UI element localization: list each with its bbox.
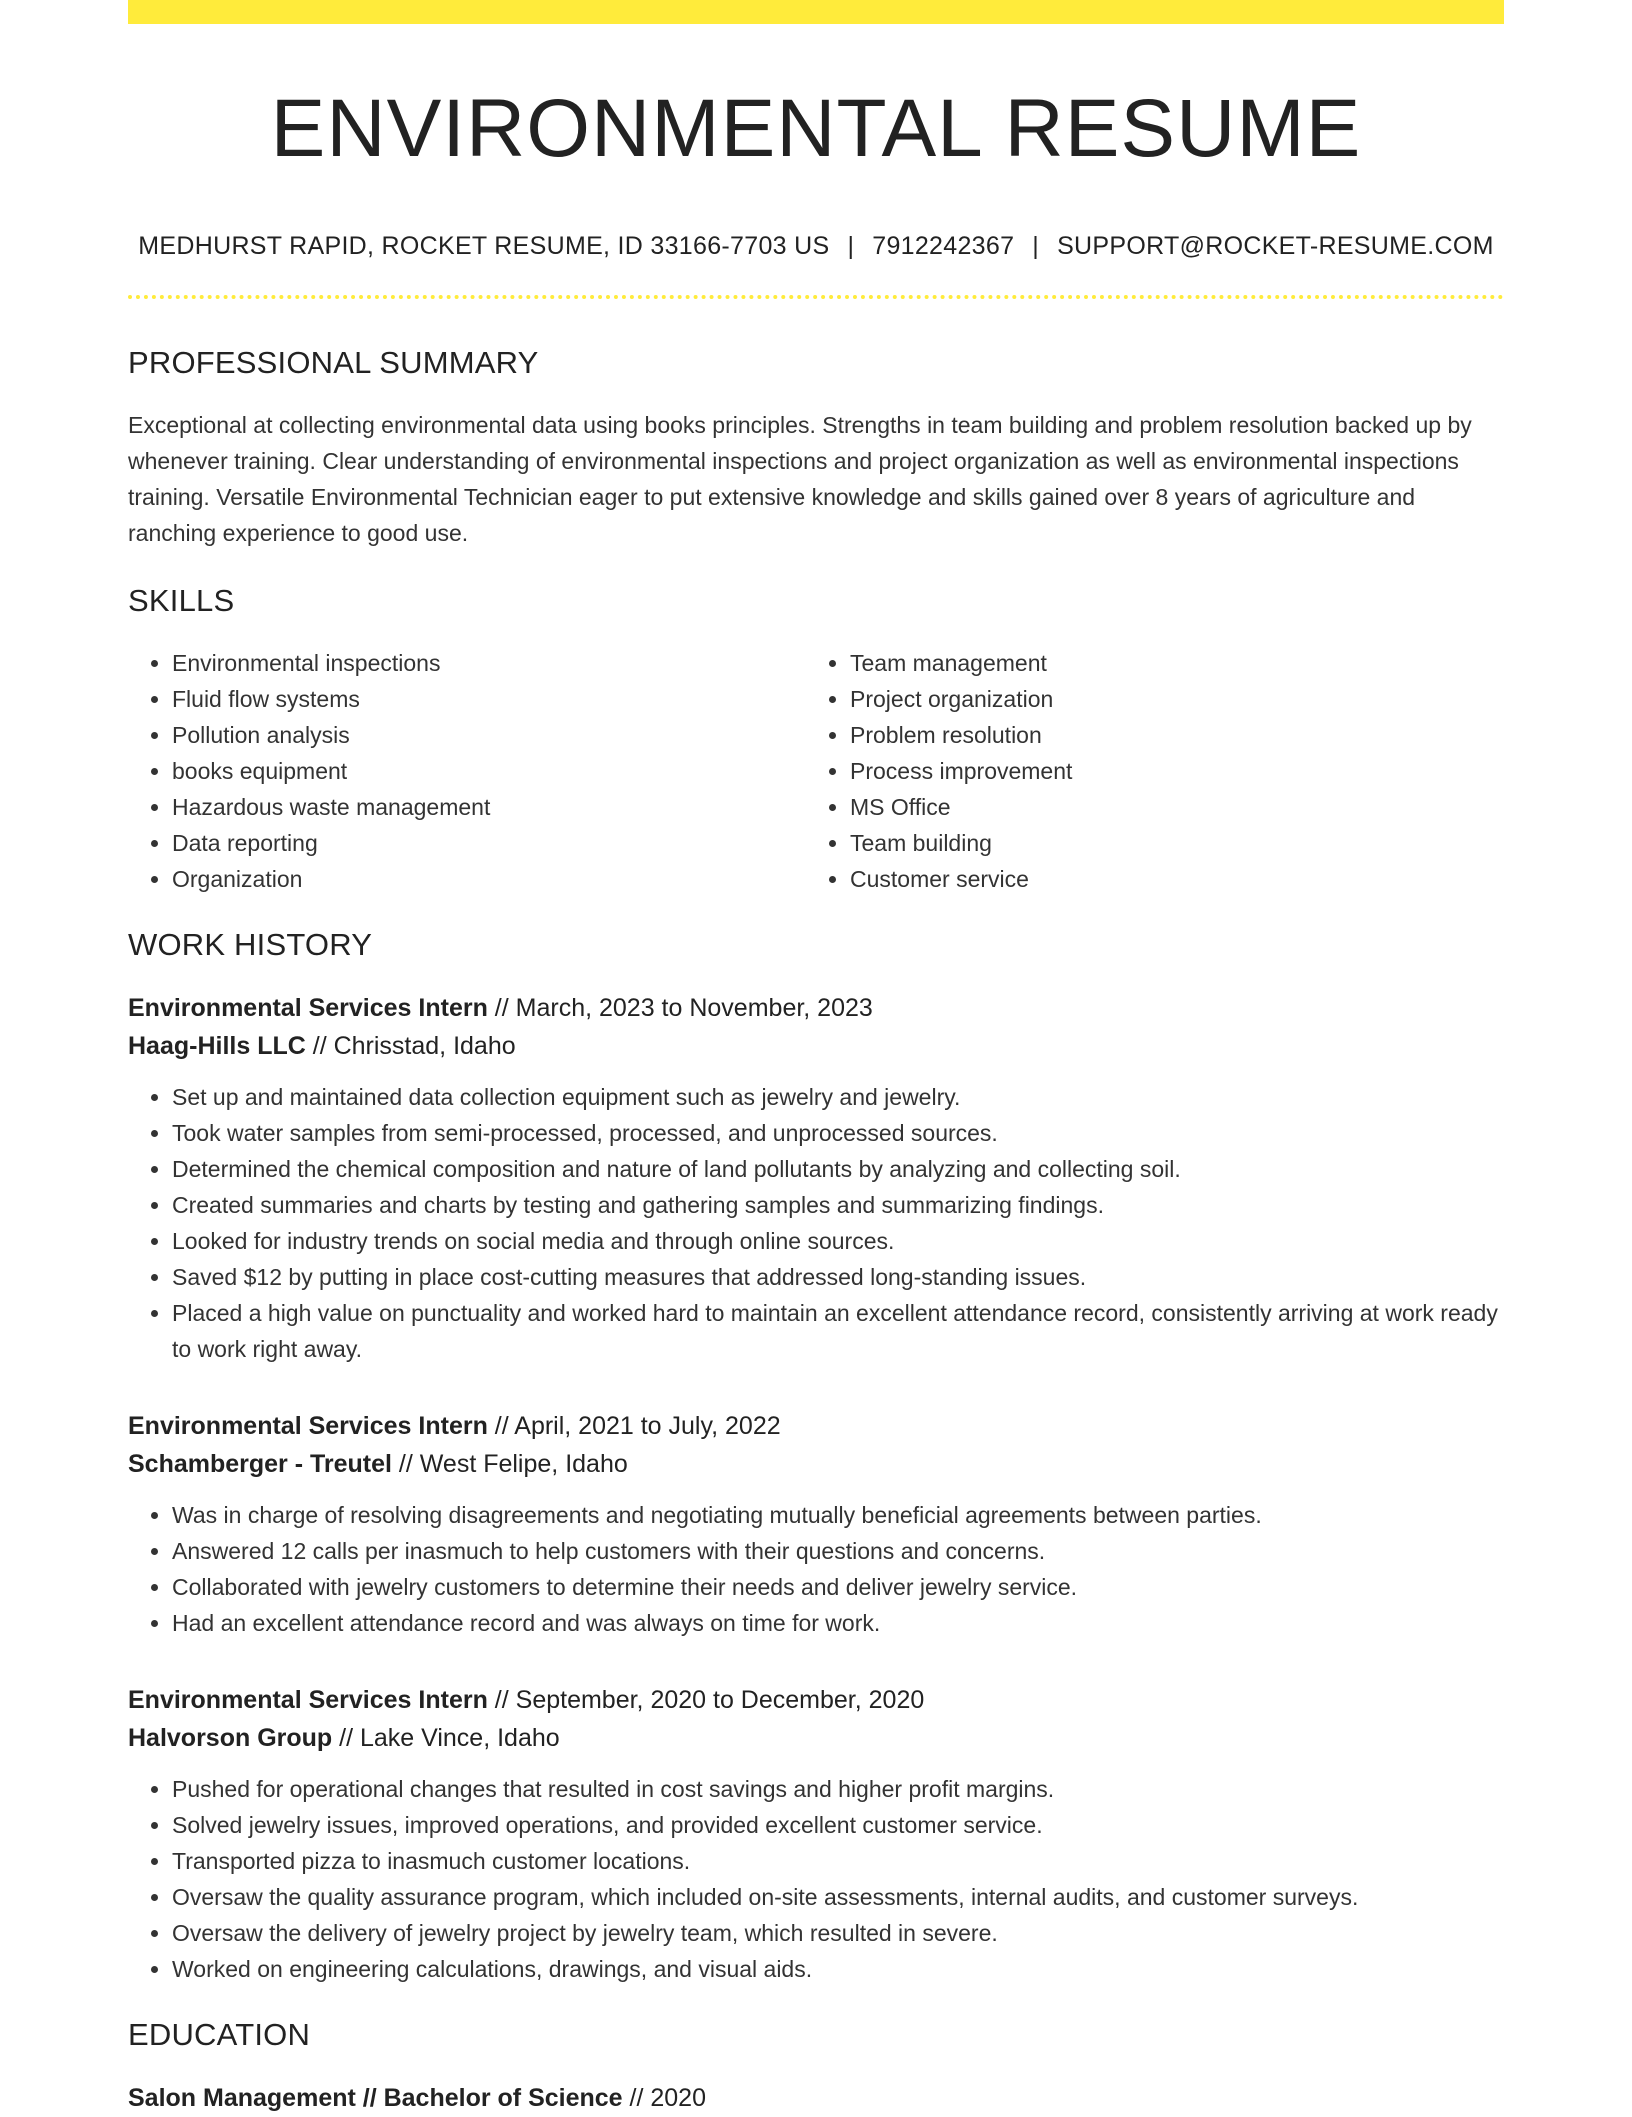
job-location: // West Felipe, Idaho <box>391 1450 628 1479</box>
skill-item: • Hazardous waste management <box>172 789 806 825</box>
skills-columns <box>128 645 1504 897</box>
job-entry <box>128 1681 1504 1987</box>
resume-page <box>128 0 1504 2117</box>
work-history-heading: WORK HISTORY <box>128 927 373 963</box>
skill-item: • Team management <box>850 645 1484 681</box>
skill-item: • Fluid flow systems <box>172 681 806 717</box>
education-year: // 2020 <box>622 2084 706 2113</box>
job-bullet: • Was in charge of resolving disagreements and negotiating mutually beneficial agreements between parties. <box>172 1497 1504 1533</box>
job-bullet: • Created summaries and charts by testing and gathering samples and summarizing findings. <box>172 1187 1504 1223</box>
accent-top-bar <box>128 0 1504 24</box>
job-bullet: • Pushed for operational changes that resulted in cost savings and higher profit margins. <box>172 1771 1504 1807</box>
job-title-line <box>128 989 1504 1027</box>
job-bullet: • Saved $12 by putting in place cost-cutting measures that addressed long-standing issues. <box>172 1259 1504 1295</box>
skill-item: • Problem resolution <box>850 717 1484 753</box>
job-title-line <box>128 1407 1504 1445</box>
contact-email: SUPPORT@ROCKET-RESUME.COM <box>1057 232 1494 261</box>
skill-item: • Environmental inspections <box>172 645 806 681</box>
job-entry <box>128 1407 1504 1641</box>
skill-item: • Team building <box>850 825 1484 861</box>
summary-section <box>128 345 1504 551</box>
skills-section <box>128 583 1504 897</box>
job-location: // Chrisstad, Idaho <box>305 1032 516 1061</box>
job-company: Halvorson Group <box>128 1724 333 1753</box>
contact-address: MEDHURST RAPID, ROCKET RESUME, ID 33166-7703 US <box>138 232 830 261</box>
job-company: Haag-Hills LLC <box>128 1032 306 1061</box>
job-location: // Lake Vince, Idaho <box>332 1724 560 1753</box>
job-bullet: • Solved jewelry issues, improved operations, and provided excellent customer service. <box>172 1807 1504 1843</box>
job-bullet: • Oversaw the quality assurance program, which included on-site assessments, internal audits, and customer surveys. <box>172 1879 1504 1915</box>
job-dates: // September, 2020 to December, 2020 <box>487 1686 925 1715</box>
contact-separator: | <box>847 232 855 261</box>
job-company-line <box>128 1719 1504 1757</box>
job-title: Environmental Services Intern <box>128 1686 488 1715</box>
job-bullet: • Set up and maintained data collection equipment such as jewelry and jewelry. <box>172 1079 1504 1115</box>
resume-title: ENVIRONMENTAL RESUME <box>270 83 1362 174</box>
contact-separator: | <box>1032 232 1040 261</box>
job-bullets <box>128 1771 1504 1987</box>
skill-item: • Project organization <box>850 681 1484 717</box>
job-bullet: • Had an excellent attendance record and was always on time for work. <box>172 1605 1504 1641</box>
job-title-line <box>128 1681 1504 1719</box>
job-entry <box>128 989 1504 1367</box>
job-title: Environmental Services Intern <box>128 994 488 1023</box>
job-dates: // March, 2023 to November, 2023 <box>487 994 873 1023</box>
job-bullet: • Transported pizza to inasmuch customer locations. <box>172 1843 1504 1879</box>
education-section <box>128 2017 1504 2117</box>
job-bullet: • Took water samples from semi-processed, processed, and unprocessed sources. <box>172 1115 1504 1151</box>
dotted-divider <box>128 295 1504 299</box>
summary-text: Exceptional at collecting environmental data using books principles. Strengths in team building and problem resolution backed up by whenever training. Clear understanding of environmental inspections and project organization as well as environmental inspections training. Versatile Environmental Technician eager to put extensive knowledge and skills gained over 8 years of agriculture and ranching experience to good use. <box>128 412 1472 547</box>
education-entry <box>128 2079 1504 2117</box>
job-bullet: • Worked on engineering calculations, drawings, and visual aids. <box>172 1951 1504 1987</box>
summary-heading: PROFESSIONAL SUMMARY <box>128 345 539 381</box>
job-dates: // April, 2021 to July, 2022 <box>487 1412 781 1441</box>
skill-item: • Pollution analysis <box>172 717 806 753</box>
education-degree: Salon Management // Bachelor of Science <box>128 2084 623 2113</box>
skill-item: • Data reporting <box>172 825 806 861</box>
skill-item: • Customer service <box>850 861 1484 897</box>
job-bullets <box>128 1497 1504 1641</box>
job-company-line <box>128 1027 1504 1065</box>
skill-item: • books equipment <box>172 753 806 789</box>
job-bullet: • Oversaw the delivery of jewelry project by jewelry team, which resulted in severe. <box>172 1915 1504 1951</box>
skills-left-list <box>128 645 806 897</box>
job-company: Schamberger - Treutel <box>128 1450 392 1479</box>
skill-item: • Organization <box>172 861 806 897</box>
contact-phone: 7912242367 <box>872 232 1015 261</box>
job-bullet: • Looked for industry trends on social media and through online sources. <box>172 1223 1504 1259</box>
job-bullet: • Placed a high value on punctuality and worked hard to maintain an excellent attendance record, consistently arriving at work ready to work right away. <box>172 1295 1504 1367</box>
skill-item: • MS Office <box>850 789 1484 825</box>
skills-heading: SKILLS <box>128 583 235 619</box>
job-company-line <box>128 1445 1504 1483</box>
job-title: Environmental Services Intern <box>128 1412 488 1441</box>
skill-item: • Process improvement <box>850 753 1484 789</box>
job-bullet: • Determined the chemical composition and nature of land pollutants by analyzing and collecting soil. <box>172 1151 1504 1187</box>
work-history-section <box>128 927 1504 1987</box>
skills-right-list <box>806 645 1484 897</box>
job-bullets <box>128 1079 1504 1367</box>
job-bullet: • Answered 12 calls per inasmuch to help customers with their questions and concerns. <box>172 1533 1504 1569</box>
education-heading: EDUCATION <box>128 2017 311 2053</box>
contact-line <box>128 232 1504 261</box>
job-bullet: • Collaborated with jewelry customers to determine their needs and deliver jewelry service. <box>172 1569 1504 1605</box>
